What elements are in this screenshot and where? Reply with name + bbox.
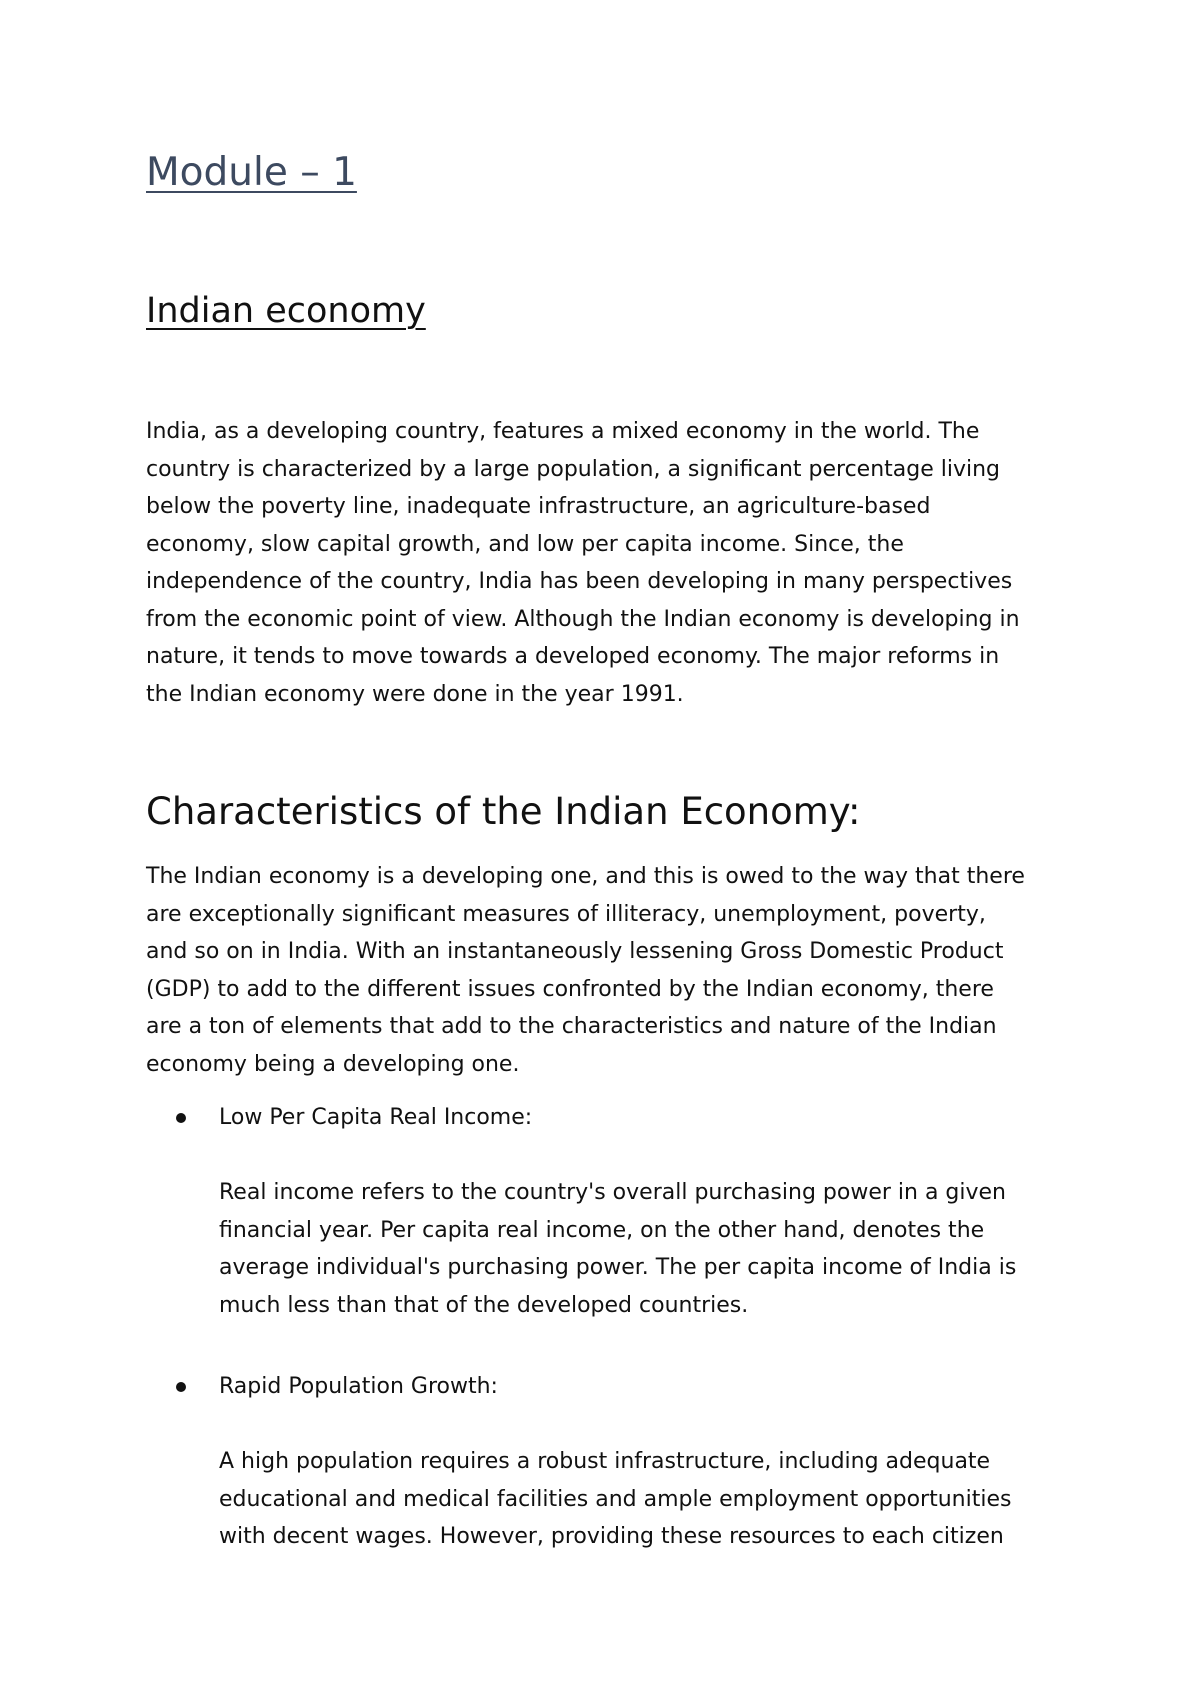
intro-line: economy, slow capital growth, and low per capita income. Since, the <box>146 531 904 557</box>
intro-line: independence of the country, India has been developing in many perspectives <box>146 569 1013 594</box>
bullet-line: with decent wages. However, providing these resources to each citizen <box>219 1524 1004 1549</box>
characteristics-line: and so on in India. With an instantaneously lessening Gross Domestic Product <box>146 939 1004 964</box>
intro-paragraph <box>146 413 1066 713</box>
intro-line: the Indian economy were done in the year 1991. <box>146 681 684 707</box>
bullet-title-rapid-population: Rapid Population Growth: <box>219 1374 498 1399</box>
bullet-dot-icon <box>176 1382 186 1392</box>
section-title: Indian economy <box>146 291 426 331</box>
intro-line: from the economic point of view. Although the Indian economy is developing in <box>146 606 1020 632</box>
intro-line: country is characterized by a large population, a significant percentage living <box>146 456 1001 482</box>
document-page <box>146 0 1066 1696</box>
intro-line: below the poverty line, inadequate infrastructure, an agriculture-based <box>146 494 931 519</box>
bullet-dot-icon <box>176 1113 186 1123</box>
characteristics-line: The Indian economy is a developing one, and this is owed to the way that there <box>146 864 1025 889</box>
bullet-line: educational and medical facilities and ample employment opportunities <box>219 1486 1012 1512</box>
bullet-line: A high population requires a robust infrastructure, including adequate <box>219 1449 991 1474</box>
module-title: Module – 1 <box>146 150 357 195</box>
characteristics-line: economy being a developing one. <box>146 1051 520 1077</box>
characteristics-paragraph <box>146 858 1066 1083</box>
bullet-line: average individual's purchasing power. The per capita income of India is <box>219 1255 1017 1280</box>
intro-line: India, as a developing country, features a mixed economy in the world. The <box>146 419 980 444</box>
bullet-text-rapid-population <box>219 1443 1066 1556</box>
bullet-line: Real income refers to the country's overall purchasing power in a given <box>219 1180 1006 1205</box>
characteristics-line: are exceptionally significant measures of illiteracy, unemployment, poverty, <box>146 901 986 927</box>
bullet-title-low-per-capita: Low Per Capita Real Income: <box>219 1105 533 1130</box>
bullet-line: much less than that of the developed countries. <box>219 1292 749 1318</box>
characteristics-line: are a ton of elements that add to the characteristics and nature of the Indian <box>146 1014 997 1039</box>
characteristics-line: (GDP) to add to the different issues confronted by the Indian economy, there <box>146 976 994 1002</box>
bullet-line: financial year. Per capita real income, on the other hand, denotes the <box>219 1217 985 1243</box>
characteristics-heading: Characteristics of the Indian Economy: <box>146 790 861 833</box>
intro-line: nature, it tends to move towards a developed economy. The major reforms in <box>146 644 1000 669</box>
bullet-text-low-per-capita <box>219 1174 1066 1324</box>
